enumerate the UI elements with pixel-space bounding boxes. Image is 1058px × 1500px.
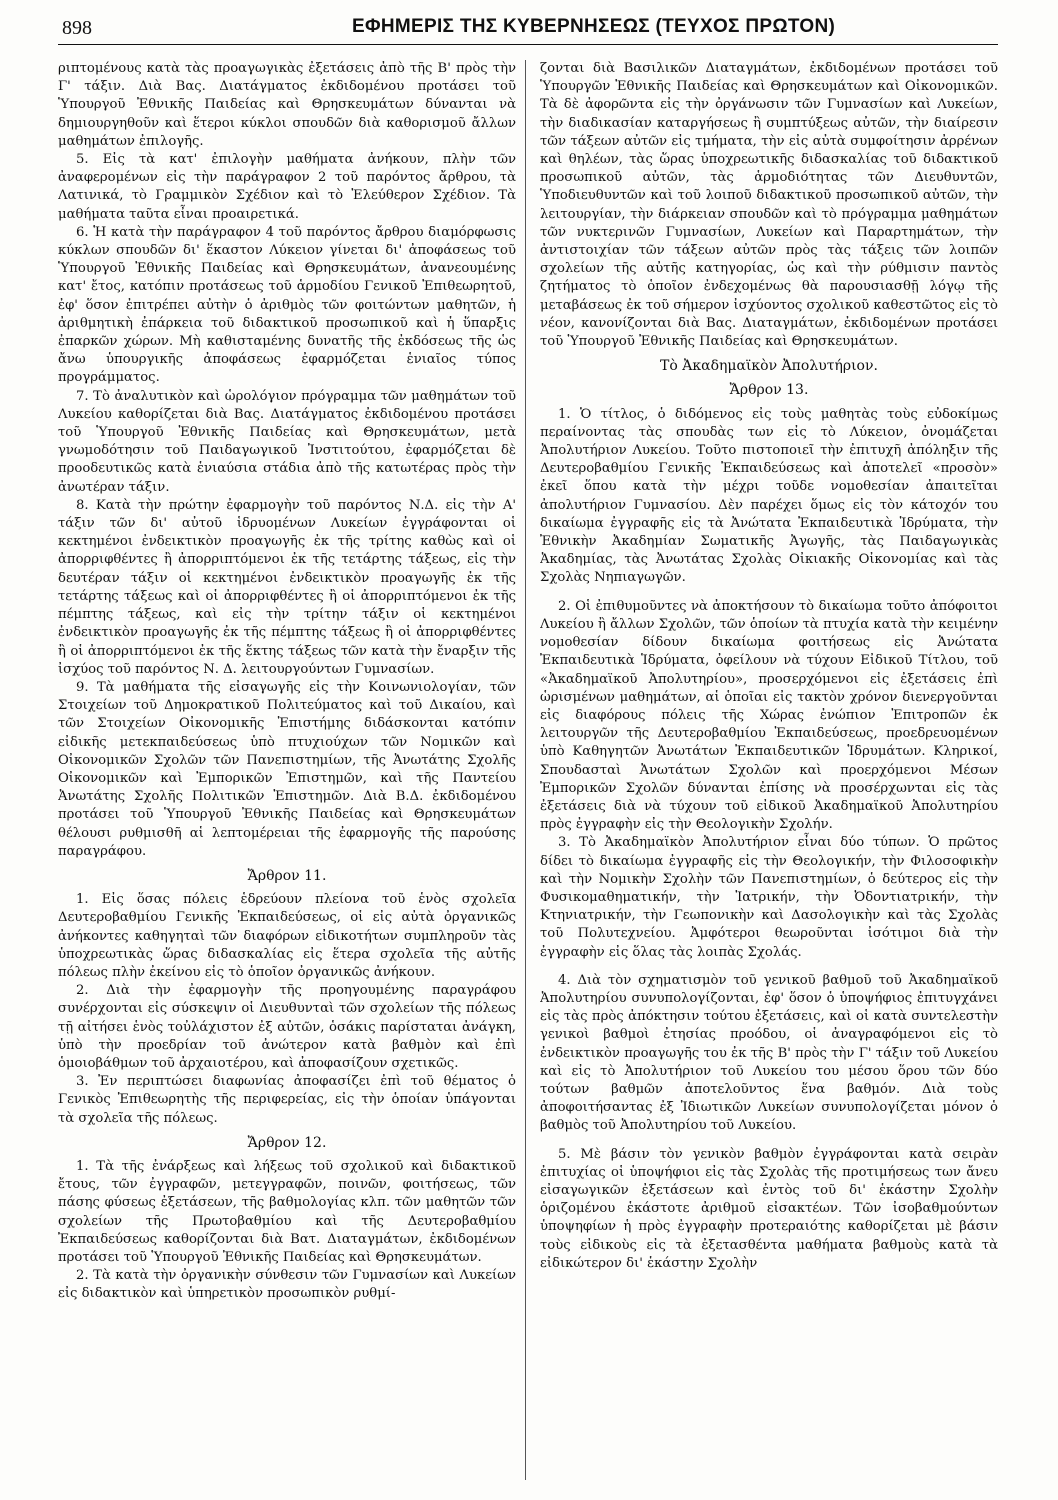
paragraph: 1. Τὰ τῆς ἐνάρξεως καὶ λήξεως τοῦ σχολικοῦ καὶ διδακτικοῦ ἔτους, τῶν ἐγγραφῶν, μετεγγραφῶν, ποινῶν, φοιτήσεως, τῶν πάσης φύσεως ἐξετάσεων, τῆς βαθμολογίας κλπ. τῶν μαθητῶν τῶν σχολείων τῆς Πρωτοβαθμίου καὶ τῆς Δευτεροβαθμίου Ἐκπαιδεύσεως καθορίζονται διὰ Βατ. Διαταγμάτων, ἐκδιδομένων προτάσει τοῦ Ὑπουργοῦ Ἐθνικῆς Παιδείας καὶ Θρησκευμάτων. xyxy=(58,1158,516,1265)
paragraph: 4. Διὰ τὸν σχηματισμὸν τοῦ γενικοῦ βαθμοῦ τοῦ Ἀκαδημαϊκοῦ Ἀπολυτηρίου συνυπολογίζονται, ἐφ' ὅσον ὁ ὑποψήφιος ἐπιτυγχάνει εἰς τὰς πρὸς ἀπόκτησιν τούτου ἐξετάσεις, καὶ οἱ κατὰ συντελεστὴν γενικοὶ βαθμοὶ ἐτησίας προόδου, οἱ ἀναγραφόμενοι εἰς τὸ ἐνδεικτικὸν προαγωγῆς του ἐκ τῆς Β' πρὸς τὴν Γ' τάξιν τοῦ Λυκείου καὶ εἰς τὸ Ἀπολυτήριον τοῦ Λυκείου του μέσου ὅρου τῶν δύο τούτων βαθμῶν ἀποτελοῦντος ἕνα βαθμόν. Διὰ τοὺς ἀποφοιτήσαντας ἐξ Ἰδιωτικῶν Λυκείων συνυπολογίζεται μόνον ὁ βαθμὸς τοῦ Ἀπολυτηρίου τοῦ Λυκείου. xyxy=(540,972,998,1134)
paragraph: 2. Οἱ ἐπιθυμοῦντες νὰ ἀποκτήσουν τὸ δικαίωμα τοῦτο ἀπόφοιτοι Λυκείου ἢ ἄλλων Σχολῶν, τῶν ὁποίων τὰ πτυχία κατὰ τὴν κειμένην νομοθεσίαν δίδουν δικαίωμα φοιτήσεως εἰς Ἀνώτατα Ἐκπαιδευτικὰ Ἱδρύματα, ὀφείλουν νὰ τύχουν Εἰδικοῦ Τίτλου, τοῦ «Ἀκαδημαϊκοῦ Ἀπολυτηρίου», προσερχόμενοι εἰς ἐξετάσεις ἐπὶ ὡρισμένων μαθημάτων, αἱ ὁποῖαι εἰς τακτὸν χρόνον διενεργοῦνται εἰς διαφόρους πόλεις τῆς Χώρας ἐνώπιον Ἐπιτροπῶν ἐκ λειτουργῶν τῆς Δευτεροβαθμίου Ἐκπαιδεύσεως, προεδρευομένων ὑπὸ Καθηγητῶν Ἀνωτάτων Ἐκπαιδευτικῶν Ἱδρυμάτων. Κληρικοί, Σπουδασταὶ Ἀνωτάτων Σχολῶν καὶ προερχόμενοι Μέσων Ἐμπορικῶν Σχολῶν δύνανται ἐπίσης νὰ προσέρχωνται εἰς τὰς ἐξετάσεις διὰ νὰ τύχουν τοῦ εἰδικοῦ Ἀκαδημαϊκοῦ Ἀπολυτηρίου πρὸς ἐγγραφὴν εἰς τὴν Θεολογικὴν Σχολήν. xyxy=(540,598,998,833)
paragraph: 6. Ἡ κατὰ τὴν παράγραφον 4 τοῦ παρόντος ἄρθρου διαμόρφωσις κύκλων σπουδῶν δι' ἕκαστον Λύκειον γίνεται δι' ἀποφάσεως τοῦ Ὑπουργοῦ Ἐθνικῆς Παιδείας καὶ Θρησκευμάτων, ἀνανεουμένης κατ' ἔτος, κατόπιν προτάσεως τοῦ ἁρμοδίου Γενικοῦ Ἐπιθεωρητοῦ, ἐφ' ὅσον ἐπιτρέπει αὐτὴν ὁ ἀριθμὸς τῶν φοιτώντων μαθητῶν, ἡ ἀριθμητικὴ ἐπάρκεια τοῦ διδακτικοῦ προσωπικοῦ καὶ ἡ ὕπαρξις ἐπαρκῶν χώρων. Μὴ καθισταμένης δυνατῆς τῆς ἐκδόσεως τῆς ὡς ἄνω ὑπουργικῆς ἀποφάσεως ἐφαρμόζεται ἑνιαῖος τύπος προγράμματος. xyxy=(58,224,516,386)
running-title: ΕΦΗΜΕΡΙΣ ΤΗΣ ΚΥΒΕΡΝΗΣΕΩΣ (ΤΕΥΧΟΣ ΠΡΩΤΟΝ) xyxy=(352,16,836,37)
article-heading: Ἄρθρον 13. xyxy=(729,382,809,399)
paragraph: 8. Κατὰ τὴν πρώτην ἐφαρμογὴν τοῦ παρόντος Ν.Δ. εἰς τὴν Α' τάξιν τῶν δι' αὐτοῦ ἱδρυομένων Λυκείων ἐγγράφονται οἱ κεκτημένοι ἐνδεικτικὸν προαγωγῆς ἐκ τῆς τρίτης καθὼς καὶ οἱ ἀπορριφθέντες ἢ ἀπορριπτόμενοι ἐκ τῆς τετάρτης τάξεως, εἰς τὴν δευτέραν τάξιν οἱ κεκτημένοι ἐνδεικτικὸν προαγωγῆς ἐκ τῆς τετάρτης τάξεως καὶ οἱ ἀπορριφθέντες ἢ οἱ ἀπορριπτόμενοι ἐκ τῆς πέμπτης τάξεως, καὶ εἰς τὴν τρίτην τάξιν οἱ κεκτημένοι ἐνδεικτικὸν προαγωγῆς ἐκ τῆς πέμπτης τάξεως ἢ οἱ ἀπορριφθέντες ἢ οἱ ἀπορριπτόμενοι ἐκ τῆς ἕκτης τάξεως τῶν κατὰ τὴν ἔναρξιν τῆς ἰσχύος τοῦ παρόντος Ν. Δ. λειτουργούντων Γυμνασίων. xyxy=(58,497,516,677)
section-heading: Τὸ Ἀκαδημαϊκὸν Ἀπολυτήριον. xyxy=(660,358,878,375)
article-heading: Ἄρθρον 11. xyxy=(247,867,327,884)
paragraph: 2. Τὰ κατὰ τὴν ὀργανικὴν σύνθεσιν τῶν Γυμνασίων καὶ Λυκείων εἰς διδακτικὸν καὶ ὑπηρετικὸν προσωπικὸν ρυθμί- xyxy=(58,1268,516,1302)
right-column xyxy=(540,60,998,1485)
paragraph: 5. Μὲ βάσιν τὸν γενικὸν βαθμὸν ἐγγράφονται κατὰ σειρὰν ἐπιτυχίας οἱ ὑποψήφιοι εἰς τὰς Σχολὰς τῆς προτιμήσεως των ἄνευ εἰσαγωγικῶν ἐξετάσεων καὶ ἐντὸς τοῦ δι' ἑκάστην Σχολὴν ὁριζομένου ἑκάστοτε ἀριθμοῦ εἰσακτέων. Τῶν ἰσοβαθμούντων ὑποψηφίων ἡ πρὸς ἐγγραφὴν προτεραιότης καθορίζεται μὲ βάσιν τοὺς εἰδικοὺς εἰς τὰ ἐξετασθέντα μαθήματα βαθμοὺς κατὰ τὰ εἰδικώτερον δι' ἑκάστην Σχολὴν xyxy=(540,1146,998,1271)
column-divider xyxy=(525,60,526,1480)
paragraph: 5. Εἰς τὰ κατ' ἐπιλογὴν μαθήματα ἀνήκουν, πλὴν τῶν ἀναφερομένων εἰς τὴν παράγραφον 2 τοῦ παρόντος ἄρθρου, τὰ Λατινικά, τὸ Γραμμικὸν Σχέδιον καὶ τὸ Ἐλεύθερον Σχέδιον. Τὰ μαθήματα ταῦτα εἶναι προαιρετικά. xyxy=(58,152,516,222)
paragraph: 3. Ἐν περιπτώσει διαφωνίας ἀποφασίζει ἐπὶ τοῦ θέματος ὁ Γενικὸς Ἐπιθεωρητὴς τῆς περιφερείας, εἰς τὴν ὁποίαν ὑπάγονται τὰ σχολεῖα τῆς πόλεως. xyxy=(58,1074,516,1126)
page-header xyxy=(62,14,997,42)
page-number: 898 xyxy=(62,16,92,39)
paragraph: 3. Τὸ Ἀκαδημαϊκὸν Ἀπολυτήριον εἶναι δύο τύπων. Ὁ πρῶτος δίδει τὸ δικαίωμα ἐγγραφῆς εἰς τὴν Θεολογικήν, τὴν Φιλοσοφικὴν καὶ τὴν Νομικὴν Σχολὴν τῶν Πανεπιστημίων, ὁ δεύτερος εἰς τὴν Φυσικομαθηματικήν, τὴν Ἰατρικήν, τὴν Ὀδοντιατρικήν, τὴν Κτηνιατρικήν, τὴν Γεωπονικὴν καὶ Δασολογικὴν καὶ τὰς Σχολὰς τοῦ Πολυτεχνείου. Ἀμφότεροι θεωροῦνται ἰσότιμοι διὰ τὴν ἐγγραφὴν εἰς ὅλας τὰς λοιπὰς Σχολάς. xyxy=(540,835,998,960)
header-rule xyxy=(58,44,998,45)
paragraph: ριπτομένους κατὰ τὰς προαγωγικὰς ἐξετάσεις ἀπὸ τῆς Β' πρὸς τὴν Γ' τάξιν. Διὰ Βας. Διατάγματος ἐκδιδομένου προτάσει τοῦ Ὑπουργοῦ Ἐθνικῆς Παιδείας καὶ Θρησκευμάτων δύνανται νὰ δημιουργηθοῦν καὶ ἕτεροι κύκλοι σπουδῶν διὰ καθορισμοῦ ἄλλων μαθημάτων ἐπιλογῆς. xyxy=(58,61,516,149)
paragraph: ζονται διὰ Βασιλικῶν Διαταγμάτων, ἐκδιδομένων προτάσει τοῦ Ὑπουργῶν Ἐθνικῆς Παιδείας καὶ Θρησκευμάτων καὶ Οἰκονομικῶν. Τὰ δὲ ἀφορῶντα εἰς τὴν ὀργάνωσιν τῶν Γυμνασίων καὶ Λυκείων, τὴν διαδικασίαν καταργήσεως ἢ συμπτύξεως αὐτῶν, τὴν διαίρεσιν τῶν τάξεων αὐτῶν εἰς τμήματα, τὴν εἰς αὐτὰ συμφοίτησιν ἀρρένων καὶ θηλέων, τὰς ὥρας ὑποχρεωτικῆς διδασκαλίας τοῦ διδακτικοῦ προσωπικοῦ αὐτῶν, τὰς ἁρμοδιότητας τῶν Διευθυντῶν, Ὑποδιευθυντῶν καὶ τοῦ λοιποῦ διδακτικοῦ προσωπικοῦ αὐτῶν, τὴν λειτουργίαν, τὴν διάρκειαν σπουδῶν καὶ τὸ πρόγραμμα μαθημάτων τῶν νυκτερινῶν Γυμνασίων, Λυκείων καὶ Παραρτημάτων, τὴν ἀντιστοιχίαν τῶν τάξεων αὐτῶν πρὸς τὰς τάξεις τῶν λοιπῶν σχολείων τῆς αὐτῆς κατηγορίας, ὡς καὶ τὴν ρύθμισιν παντὸς ζητήματος τὸ ὁποῖον ἐνδεχομένως θὰ παρουσιασθῇ λόγῳ τῆς μεταβάσεως ἐκ τοῦ σήμερον ἰσχύοντος σχολικοῦ καθεστῶτος εἰς τὸ νέον, κανονίζονται διὰ Βας. Διαταγμάτων, ἐκδιδομένων προτάσει τοῦ Ὑπουργοῦ Ἐθνικῆς Παιδείας καὶ Θρησκευμάτων. xyxy=(540,61,998,350)
paragraph: 1. Ὁ τίτλος, ὁ διδόμενος εἰς τοὺς μαθητὰς τοὺς εὐδοκίμως περαίνοντας τὰς σπουδὰς των εἰς τὸ Λύκειον, ὀνομάζεται Ἀπολυτήριον Λυκείου. Τοῦτο πιστοποιεῖ τὴν ἐπιτυχῆ ἀπόληξιν τῆς Δευτεροβαθμίου Γενικῆς Ἐκπαιδεύσεως καὶ ἀποτελεῖ «προσὸν» ἐκεῖ ὅπου κατὰ τὴν μέχρι τοῦδε νομοθεσίαν ἀπαιτεῖται ἀπολυτήριον Γυμνασίου. Δὲν παρέχει ὅμως εἰς τὸν κάτοχόν του δικαίωμα ἐγγραφῆς εἰς τὰ Ἀνώτατα Ἐκπαιδευτικὰ Ἱδρύματα, τὴν Ἐθνικὴν Ἀκαδημίαν Σωματικῆς Ἀγωγῆς, τὰς Παιδαγωγικὰς Ἀκαδημίας, τὰς Ἀνωτάτας Σχολὰς Οἰκιακῆς Οἰκονομίας καὶ τὰς Σχολὰς Νηπιαγωγῶν. xyxy=(540,406,998,586)
paragraph: 9. Τὰ μαθήματα τῆς εἰσαγωγῆς εἰς τὴν Κοινωνιολογίαν, τῶν Στοιχείων τοῦ Δημοκρατικοῦ Πολιτεύματος καὶ τοῦ Δικαίου, καὶ τῶν Στοιχείων Οἰκονομικῆς Ἐπιστήμης διδάσκονται κατόπιν εἰδικῆς μετεκπαιδεύσεως ὑπὸ πτυχιούχων τῶν Νομικῶν καὶ Οἰκονομικῶν Σχολῶν τῶν Πανεπιστημίων, τῆς Ἀνωτάτης Σχολῆς Οἰκονομικῶν καὶ Ἐμπορικῶν Ἐπιστημῶν, καὶ τῆς Παντείου Ἀνωτάτης Σχολῆς Πολιτικῶν Ἐπιστημῶν. Διὰ Β.Δ. ἐκδιδομένου προτάσει τοῦ Ὑπουργοῦ Ἐθνικῆς Παιδείας καὶ Θρησκευμάτων θέλουσι ρυθμισθῆ αἱ λεπτομέρειαι τῆς ἐφαρμογῆς τῆς παρούσης παραγράφου. xyxy=(58,679,516,859)
paragraph: 1. Εἰς ὅσας πόλεις ἑδρεύουν πλείονα τοῦ ἑνὸς σχολεῖα Δευτεροβαθμίου Γενικῆς Ἐκπαιδεύσεως, οἱ εἰς αὐτὰ ὀργανικῶς ἀνήκοντες καθηγηταὶ τῶν διαφόρων εἰδικοτήτων συμπληροῦν τὰς ὑποχρεωτικὰς ὥρας διδασκαλίας εἰς ἕτερα σχολεῖα τῆς αὐτῆς πόλεως πλὴν ἐκείνου εἰς τὸ ὁποῖον ὀργανικῶς ἀνήκουν. xyxy=(58,892,516,980)
paragraph: 2. Διὰ τὴν ἐφαρμογὴν τῆς προηγουμένης παραγράφου συνέρχονται εἰς σύσκεψιν οἱ Διευθυνταὶ τῶν σχολείων τῆς πόλεως τῇ αἰτήσει ἑνὸς τοὐλάχιστον ἐξ αὐτῶν, ὁσάκις παρίσταται ἀνάγκη, ὑπὸ τὴν προεδρίαν τοῦ ἀνώτερον κατὰ βαθμὸν καὶ ἐπὶ ὁμοιοβάθμων τοῦ ἀρχαιοτέρου, καὶ ἀποφασίζουν σχετικῶς. xyxy=(58,983,516,1071)
left-column xyxy=(58,60,516,1485)
paragraph: 7. Τὸ ἀναλυτικὸν καὶ ὡρολόγιον πρόγραμμα τῶν μαθημάτων τοῦ Λυκείου καθορίζεται διὰ Βας. Διατάγματος ἐκδιδομένου προτάσει τοῦ Ὑπουργοῦ Ἐθνικῆς Παιδείας καὶ Θρησκευμάτων, μετὰ γνωμοδότησιν τοῦ Παιδαγωγικοῦ Ἰνστιτούτου, ἐφαρμόζεται δὲ προοδευτικῶς κατὰ ἑνιαύσια στάδια ἀπὸ τῆς κατωτέρας πρὸς τὴν ἀνωτέραν τάξιν. xyxy=(58,388,516,495)
article-heading: Ἄρθρον 12. xyxy=(247,1134,327,1151)
